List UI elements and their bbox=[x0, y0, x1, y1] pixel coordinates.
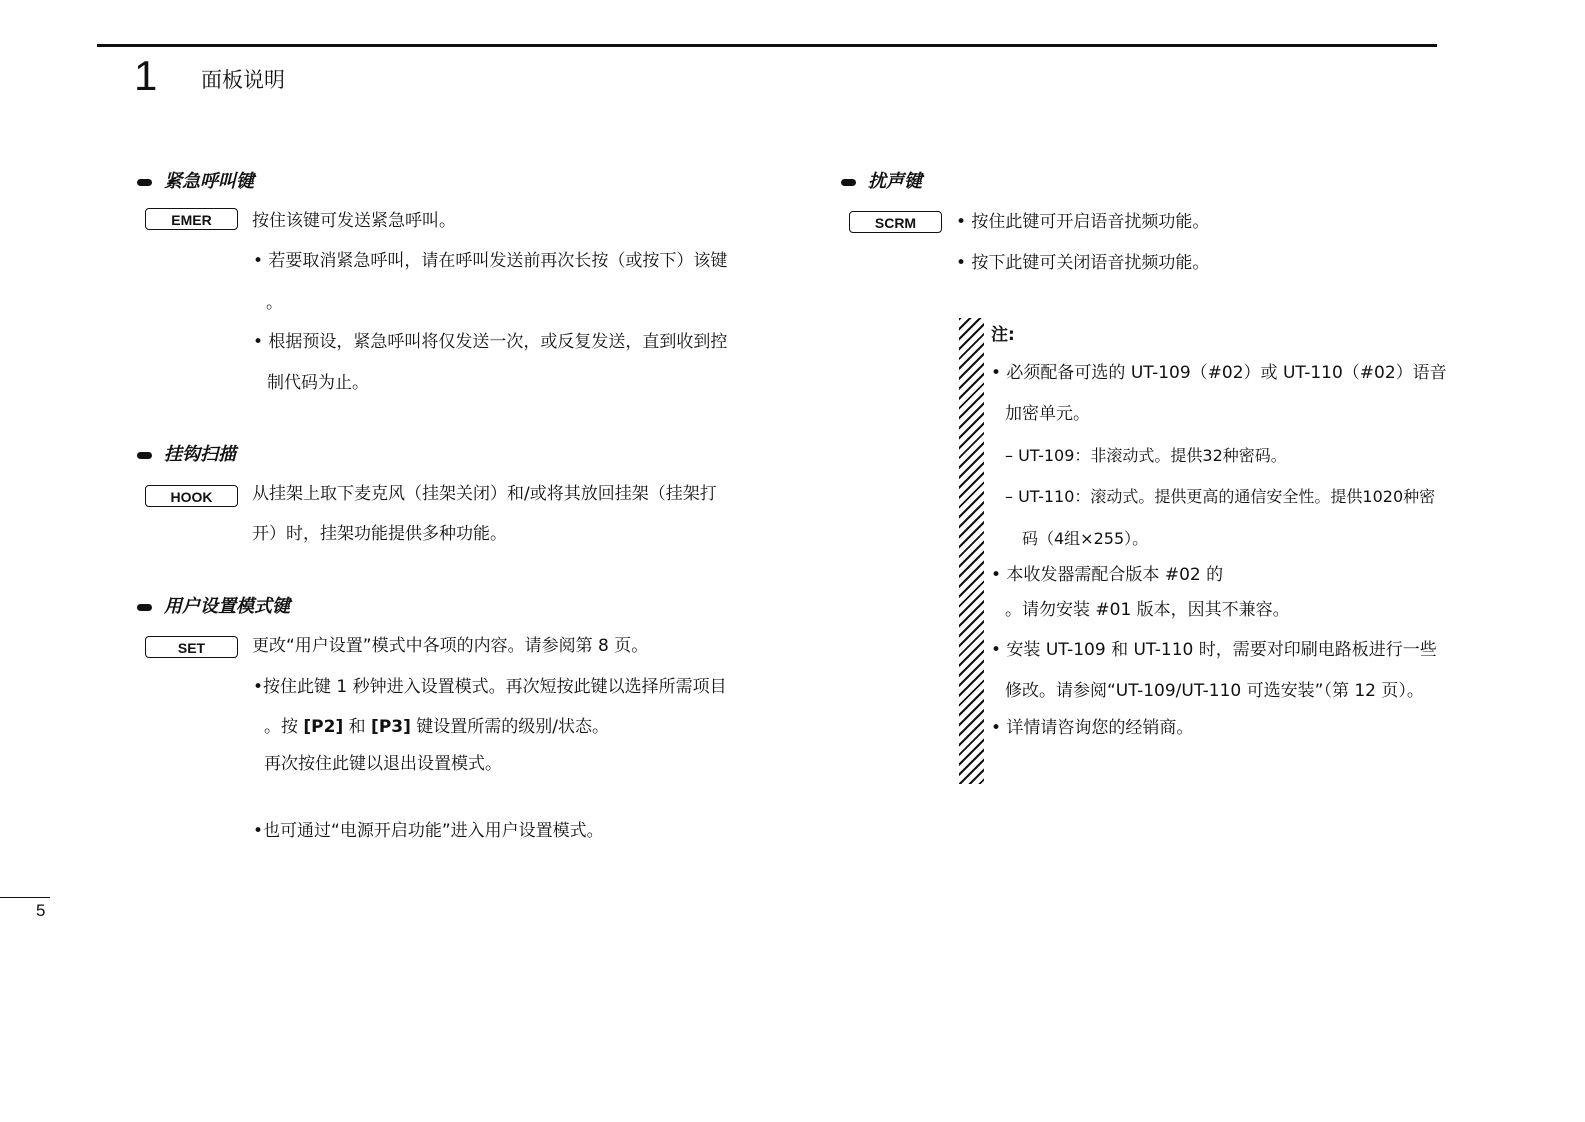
set-heading-text: 用户设置模式键 bbox=[164, 596, 290, 617]
set-bullet-1b bbox=[264, 715, 609, 739]
set-bullet-2: •也可通过“电源开启功能”进入用户设置模式。 bbox=[253, 821, 604, 841]
scrm-heading bbox=[841, 170, 922, 194]
note-dash-2b: 码（4组×255）。 bbox=[1022, 529, 1149, 548]
emer-heading bbox=[137, 170, 254, 194]
note-dash-1: – UT-109：非滚动式。提供32种密码。 bbox=[1005, 446, 1287, 465]
note-item-4: • 详情请咨询您的经销商。 bbox=[991, 718, 1194, 738]
set-bullet-1b-mid: 和 bbox=[343, 717, 372, 737]
heading-bullet-icon bbox=[841, 179, 856, 186]
hook-heading-text: 挂钩扫描 bbox=[164, 444, 236, 465]
emer-bullet-2b: 制代码为止。 bbox=[267, 373, 369, 393]
heading-bullet-icon bbox=[137, 179, 152, 186]
set-bullet-1b-pre: 。按 bbox=[264, 717, 304, 737]
emer-bullet-1a: • 若要取消紧急呼叫，请在呼叫发送前再次长按（或按下）该键 bbox=[253, 251, 728, 271]
set-bullet-1a: •按住此键 1 秒钟进入设置模式。再次短按此键以选择所需项目 bbox=[253, 677, 727, 697]
page-number: 5 bbox=[36, 901, 46, 920]
top-rule bbox=[97, 44, 1437, 47]
scrm-heading-text: 扰声键 bbox=[868, 171, 922, 192]
heading-bullet-icon bbox=[137, 452, 152, 459]
scrm-key-label: SCRM bbox=[849, 211, 942, 233]
note-item-2a: • 本收发器需配合版本 #02 的 bbox=[991, 565, 1224, 585]
set-bullet-1b-post: 键设置所需的级别/状态。 bbox=[410, 717, 610, 737]
hook-heading bbox=[137, 443, 236, 467]
note-item-2b: 。请勿安装 #01 版本，因其不兼容。 bbox=[1005, 600, 1290, 620]
note-item-1b: 加密单元。 bbox=[1005, 404, 1090, 424]
emer-key-label: EMER bbox=[145, 208, 238, 230]
hook-key-label: HOOK bbox=[145, 485, 238, 507]
scrm-bullet-2: • 按下此键可关闭语音扰频功能。 bbox=[956, 253, 1210, 273]
page-number-rule bbox=[0, 897, 50, 898]
set-heading bbox=[137, 595, 290, 619]
note-item-1a: • 必须配备可选的 UT-109（#02）或 UT-110（#02）语音 bbox=[991, 363, 1447, 383]
heading-bullet-icon bbox=[137, 604, 152, 611]
emer-desc: 按住该键可发送紧急呼叫。 bbox=[252, 211, 456, 231]
scrm-bullet-1: • 按住此键可开启语音扰频功能。 bbox=[956, 212, 1210, 232]
chapter-number: 1 bbox=[134, 52, 158, 99]
emer-bullet-1b: 。 bbox=[266, 293, 283, 313]
p2-key-label: [P2] bbox=[303, 717, 344, 737]
note-item-3a: • 安装 UT-109 和 UT-110 时，需要对印刷电路板进行一些 bbox=[991, 640, 1437, 660]
note-item-3b: 修改。请参阅“UT-109/UT-110 可选安装”（第 12 页）。 bbox=[1005, 681, 1424, 701]
note-dash-2a: – UT-110：滚动式。提供更高的通信安全性。提供1020种密 bbox=[1005, 487, 1436, 506]
hook-line-1: 从挂架上取下麦克风（挂架关闭）和/或将其放回挂架（挂架打 bbox=[252, 484, 717, 504]
note-title: 注: bbox=[991, 325, 1015, 345]
set-desc: 更改“用户设置”模式中各项的内容。请参阅第 8 页。 bbox=[252, 636, 649, 656]
emer-bullet-2a: • 根据预设，紧急呼叫将仅发送一次，或反复发送，直到收到控 bbox=[253, 332, 728, 352]
emer-heading-text: 紧急呼叫键 bbox=[164, 171, 254, 192]
set-key-label: SET bbox=[145, 636, 238, 658]
chapter-title: 面板说明 bbox=[201, 68, 285, 92]
set-bullet-1c: 再次按住此键以退出设置模式。 bbox=[264, 754, 502, 774]
hook-line-2: 开）时，挂架功能提供多种功能。 bbox=[252, 524, 507, 544]
p3-key-label: [P3] bbox=[371, 717, 411, 737]
note-hatch-bar bbox=[959, 318, 984, 784]
